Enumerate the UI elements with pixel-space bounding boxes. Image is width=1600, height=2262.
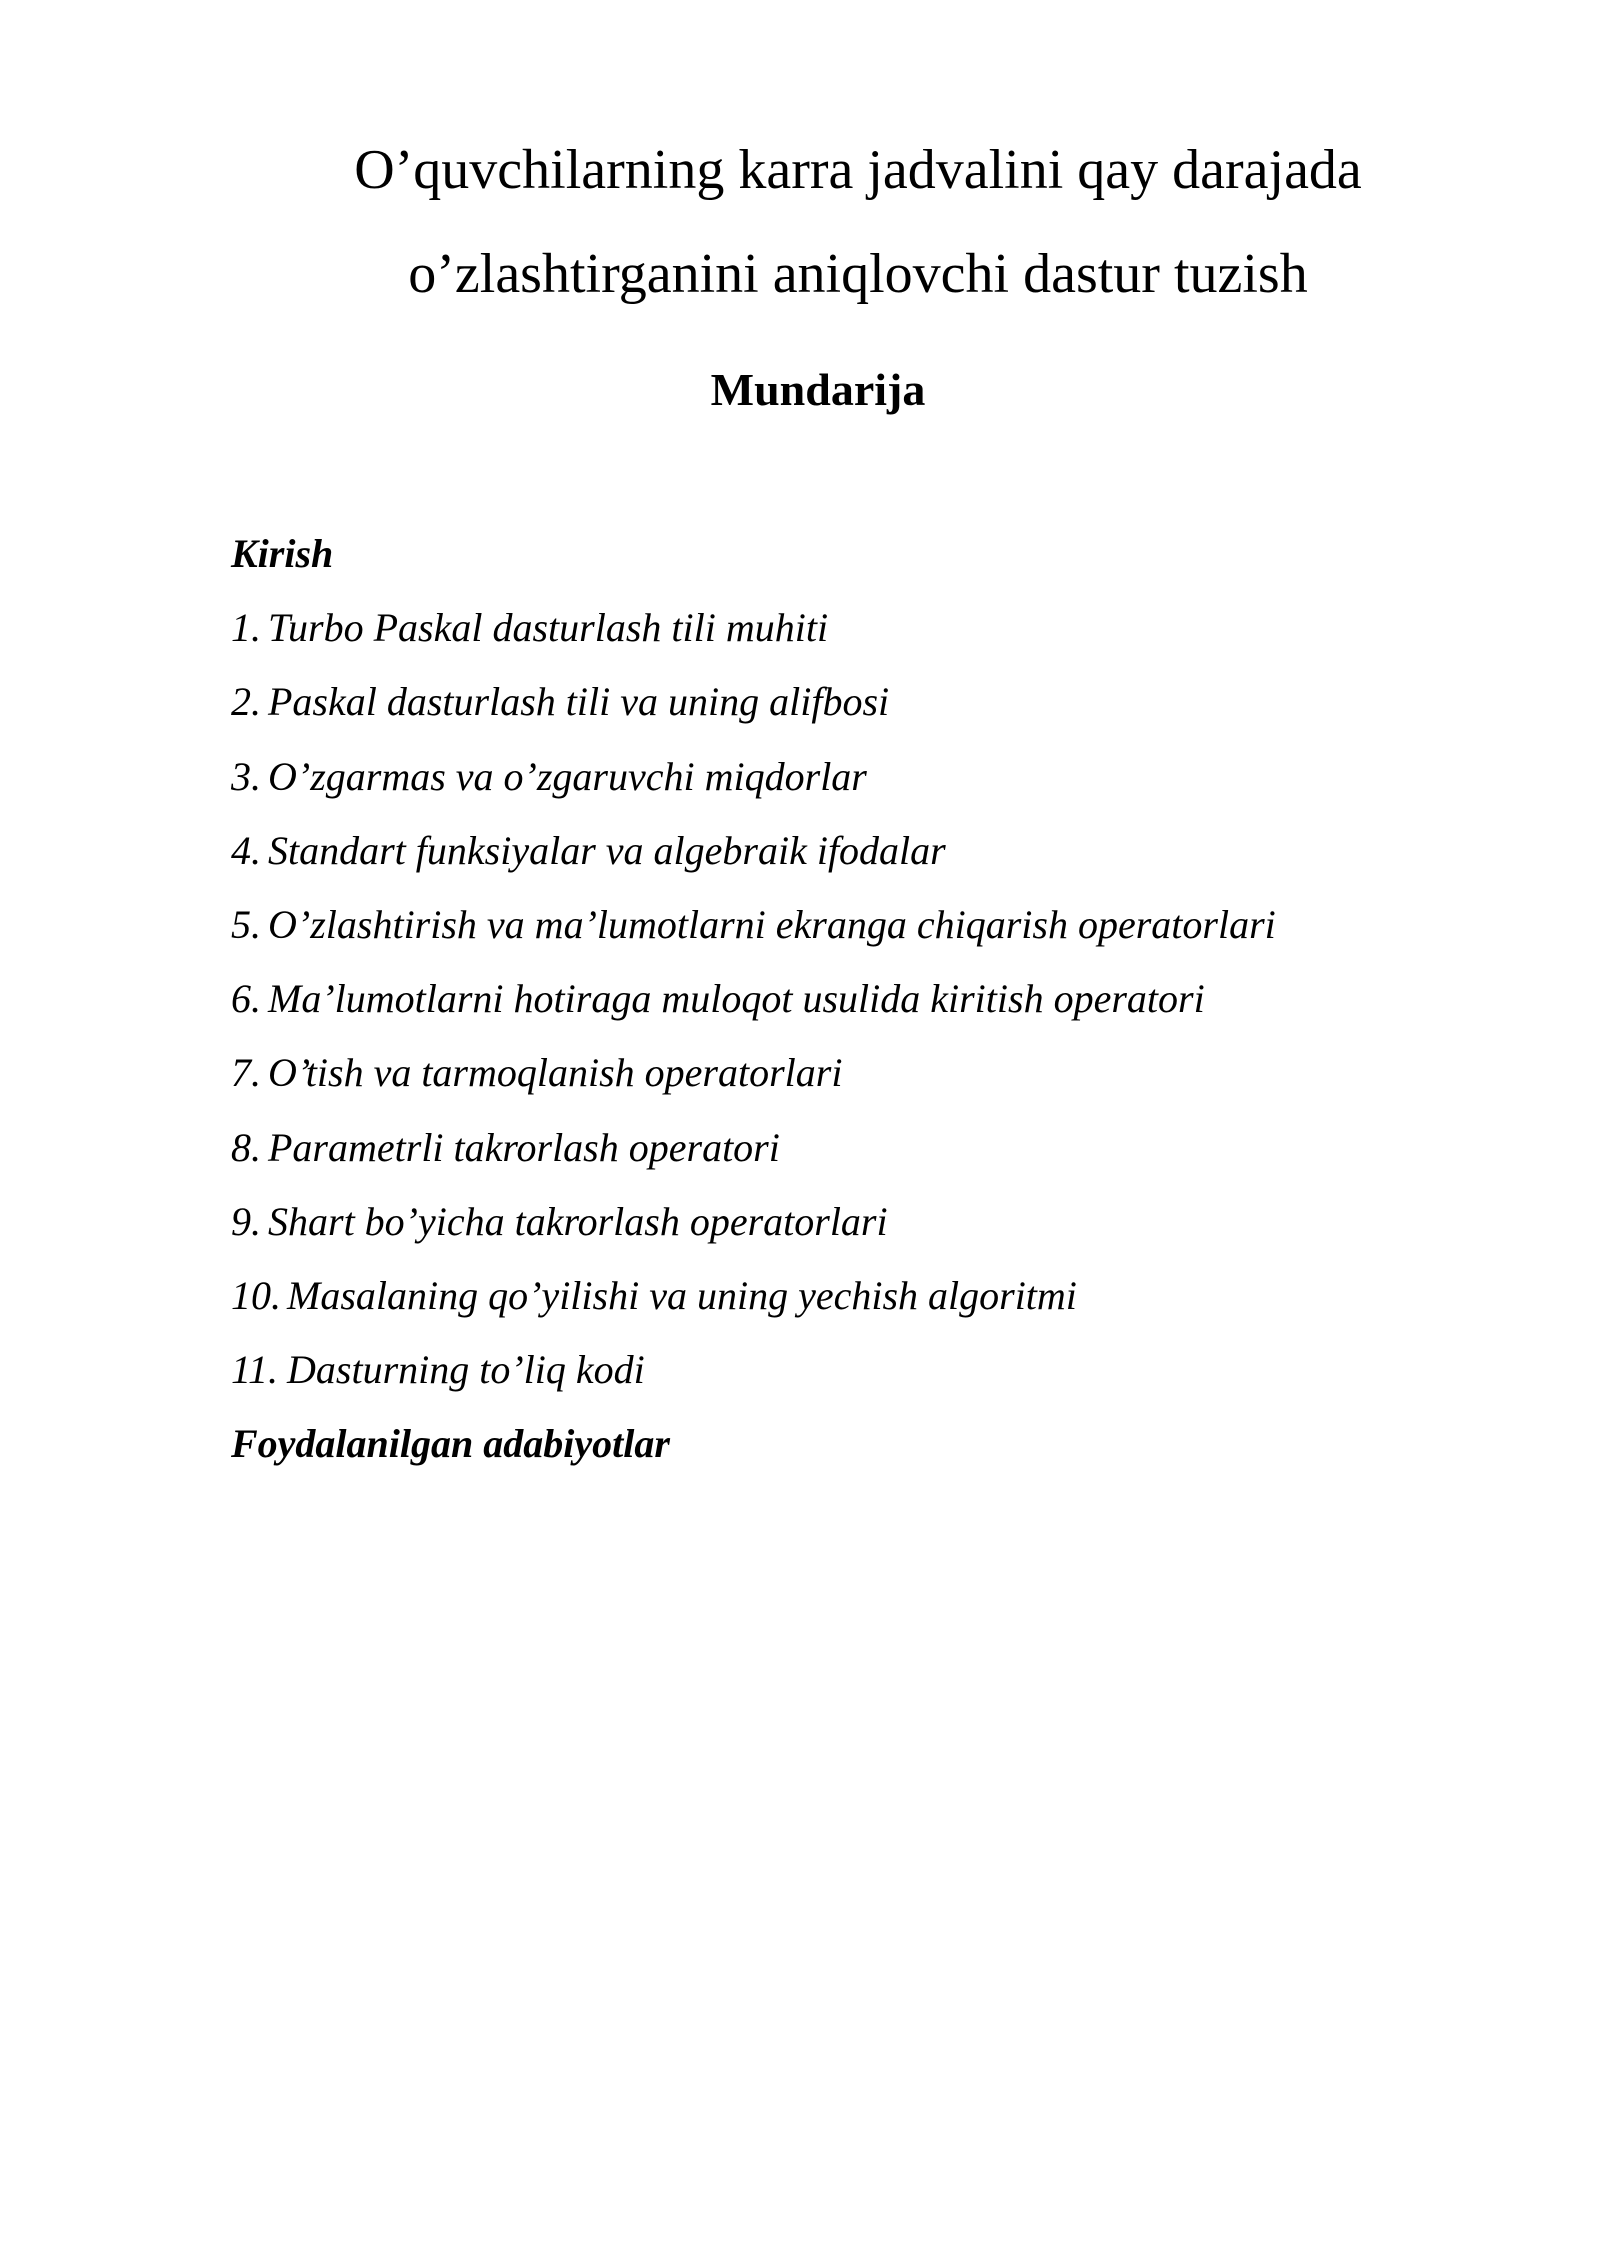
toc-item-text: Masalaning qo’yilishi va uning yechish algoritmi (287, 1272, 1077, 1318)
toc-item-text: O’zgarmas va o’zgaruvchi miqdorlar (268, 753, 867, 799)
toc-item-text: Paskal dasturlash tili va uning alifbosi (268, 679, 890, 725)
toc-item-number: 6. (231, 976, 261, 1022)
toc-item (231, 1340, 1481, 1414)
toc-item-text: O’tish va tarmoqlanish operatorlari (268, 1050, 843, 1096)
toc-item-text: Ma’lumotlarni hotiraga muloqot usulida kiritish operatori (268, 976, 1205, 1022)
toc-item (231, 747, 1481, 821)
toc-item-number: 7. (231, 1050, 261, 1096)
toc-item-text: Shart bo’yicha takrorlash operatorlari (268, 1198, 888, 1244)
toc-item (231, 598, 1481, 672)
toc-item-text: Parametrli takrorlash operatori (268, 1124, 780, 1170)
toc-item-number: 11. (231, 1347, 279, 1393)
toc-heading: Mundarija (710, 364, 926, 415)
toc-references: Foydalanilgan adabiyotlar (231, 1421, 670, 1467)
title-line-2: o’zlashtirganini aniqlovchi dastur tuzish (408, 243, 1308, 305)
toc-item (231, 1192, 1481, 1266)
toc-item-text: Turbo Paskal dasturlash tili muhiti (268, 605, 829, 651)
toc-intro: Kirish (231, 531, 334, 576)
toc-item (231, 1266, 1481, 1340)
toc-item (231, 1043, 1481, 1117)
toc-item-text: Dasturning to’liq kodi (287, 1347, 645, 1393)
toc-item-number: 5. (231, 901, 261, 947)
title-line-1: O’quvchilarning karra jadvalini qay darajada (354, 139, 1362, 201)
toc-item-text: O’zlashtirish va ma’lumotlarni ekranga chiqarish operatorlari (268, 901, 1276, 947)
toc-item (231, 672, 1481, 746)
document-title (0, 118, 1600, 326)
toc-item (231, 969, 1481, 1043)
toc-item-number: 8. (231, 1124, 261, 1170)
toc-item (231, 895, 1481, 969)
toc-item (231, 1118, 1481, 1192)
toc-item-number: 9. (231, 1198, 261, 1244)
toc-item (231, 821, 1481, 895)
toc-item-text: Standart funksiyalar va algebraik ifodalar (268, 827, 946, 873)
toc-item-number: 4. (231, 827, 261, 873)
toc-item-number: 2. (231, 679, 261, 725)
toc-item-number: 10. (231, 1272, 281, 1318)
toc-item-number: 3. (231, 753, 261, 799)
table-of-contents (231, 524, 1481, 1488)
toc-item-number: 1. (231, 605, 261, 651)
